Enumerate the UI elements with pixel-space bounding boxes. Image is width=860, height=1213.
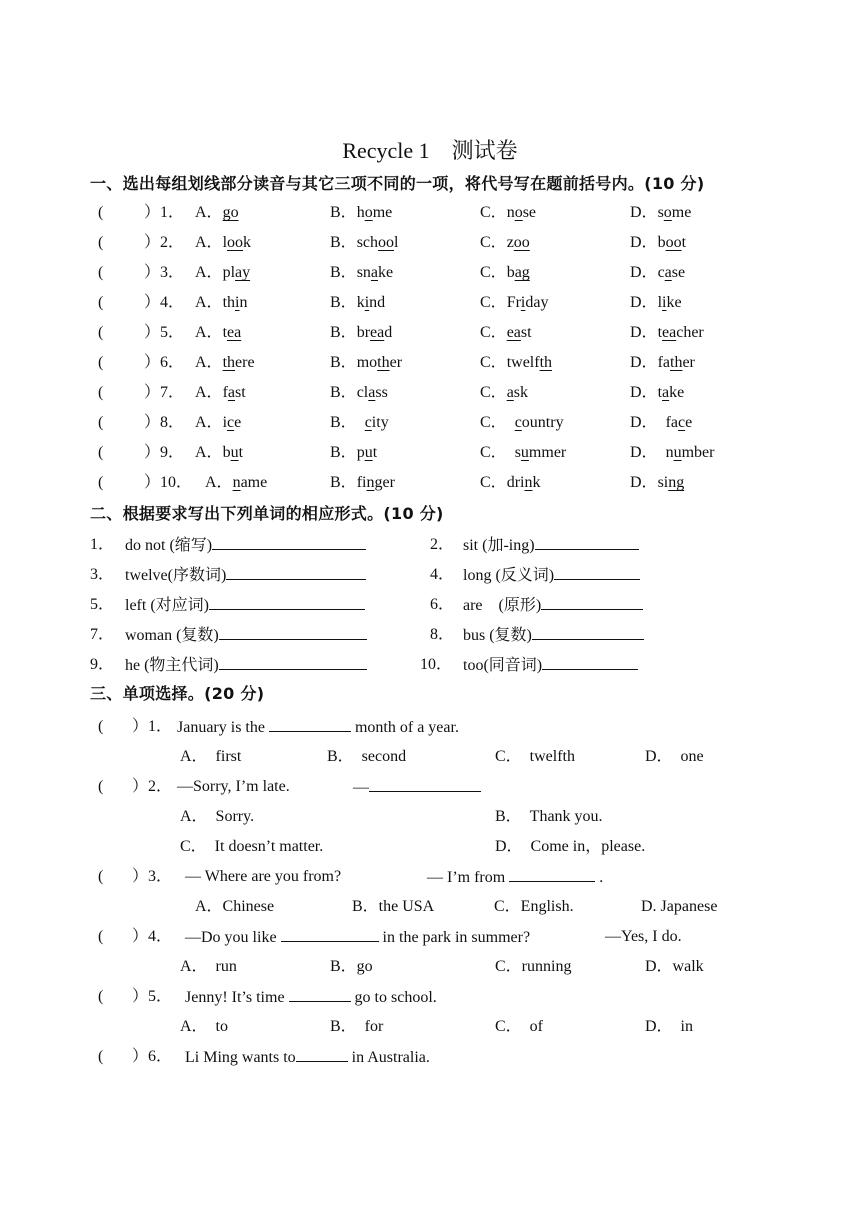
option-a[interactable]: A．look [195, 234, 252, 251]
question-number: ）6． [132, 1048, 173, 1065]
options-row [0, 745, 860, 769]
question-number: ）4． [132, 928, 173, 945]
option-c[interactable]: C．Friday [480, 294, 549, 311]
answer-paren[interactable]: ( [98, 868, 104, 885]
word-prompt: twelve(序数词) [125, 563, 366, 588]
item-number: 8． [430, 626, 455, 643]
option-b[interactable]: B． for [330, 1018, 384, 1035]
answer-paren[interactable]: ( [98, 474, 104, 491]
option-c[interactable]: C． country [480, 414, 564, 431]
option-b[interactable]: B．kind [330, 294, 386, 311]
reply-text: — [353, 775, 481, 800]
options-row [0, 1015, 860, 1039]
option-d[interactable]: D．some [630, 204, 692, 221]
word-prompt: woman (复数) [125, 623, 367, 648]
reply-text: —Yes, I do. [605, 928, 682, 945]
option-c[interactable]: C．English. [494, 898, 574, 915]
answer-blank[interactable] [219, 623, 367, 640]
answer-paren[interactable]: ( [98, 294, 104, 311]
option-a[interactable]: A． first [180, 748, 242, 765]
option-c[interactable]: C．zoo [480, 234, 530, 251]
item-number: ）9． [144, 444, 185, 461]
phonics-item [0, 381, 860, 405]
answer-paren[interactable]: ( [98, 1048, 104, 1065]
option-c[interactable]: C．running [495, 958, 572, 975]
option-c[interactable]: C．ask [480, 384, 529, 401]
item-number: ）5． [144, 324, 185, 341]
option-d[interactable]: D．teacher [630, 324, 704, 341]
answer-blank[interactable] [269, 715, 351, 732]
item-number: 1． [90, 536, 115, 553]
word-prompt: too(同音词) [463, 653, 638, 678]
option-b[interactable]: B．put [330, 444, 378, 461]
option-d[interactable]: D．case [630, 264, 686, 281]
answer-blank[interactable] [554, 563, 640, 580]
word-prompt: long (反义词) [463, 563, 640, 588]
word-form-row [0, 533, 860, 557]
question-text: —Do you like in the park in summer? [185, 925, 530, 950]
option-c[interactable]: C． It doesn’t matter. [180, 838, 324, 855]
item-number: ）3． [144, 264, 185, 281]
option-a[interactable]: A．ice [195, 414, 242, 431]
option-a[interactable]: A． run [180, 958, 237, 975]
word-prompt: he (物主代词) [125, 653, 367, 678]
phonics-item [0, 411, 860, 435]
phonics-item [0, 471, 860, 495]
answer-blank[interactable] [296, 1045, 348, 1062]
word-form-row [0, 563, 860, 587]
options-row [0, 955, 860, 979]
option-a[interactable]: A． Sorry. [180, 808, 255, 825]
option-c[interactable]: C．twelfth [480, 354, 553, 371]
question-number: ）2． [132, 778, 173, 795]
question-3 [0, 865, 860, 889]
answer-blank[interactable] [542, 653, 638, 670]
option-b[interactable]: B．bread [330, 324, 393, 341]
word-form-row [0, 623, 860, 647]
option-b[interactable]: B．finger [330, 474, 395, 491]
option-a[interactable]: A．Chinese [195, 898, 275, 915]
answer-blank[interactable] [541, 593, 643, 610]
answer-blank[interactable] [369, 775, 481, 792]
answer-blank[interactable] [509, 865, 595, 882]
section3-heading: 三、单项选择。(20 分) [90, 684, 265, 703]
option-b[interactable]: B．home [330, 204, 393, 221]
item-number: ）1． [144, 204, 185, 221]
word-prompt: do not (缩写) [125, 533, 366, 558]
option-c[interactable]: C． summer [480, 444, 567, 461]
answer-paren[interactable]: ( [98, 264, 104, 281]
answer-blank[interactable] [226, 563, 366, 580]
option-b[interactable]: B．snake [330, 264, 394, 281]
option-a[interactable]: A．name [205, 474, 268, 491]
phonics-item [0, 261, 860, 285]
option-c[interactable]: C． twelfth [495, 748, 575, 765]
option-a[interactable]: A．fast [195, 384, 246, 401]
option-d[interactable]: D．like [630, 294, 682, 311]
section2-heading: 二、根据要求写出下列单词的相应形式。(10 分) [90, 504, 444, 523]
option-a[interactable]: A．there [195, 354, 255, 371]
answer-paren[interactable]: ( [98, 444, 104, 461]
answer-paren[interactable]: ( [98, 324, 104, 341]
question-6 [0, 1045, 860, 1069]
option-d[interactable]: D．father [630, 354, 695, 371]
option-c[interactable]: C． of [495, 1018, 544, 1035]
answer-paren[interactable]: ( [98, 988, 104, 1005]
option-b[interactable]: B． second [327, 748, 407, 765]
word-prompt: are (原形) [463, 593, 643, 618]
question-number: ）1． [132, 718, 173, 735]
option-a[interactable]: A．but [195, 444, 244, 461]
option-d[interactable]: D． face [630, 414, 693, 431]
option-b[interactable]: B．school [330, 234, 399, 251]
option-d[interactable]: D．sing [630, 474, 685, 491]
item-number: 9． [90, 656, 115, 673]
options-row [0, 835, 860, 859]
answer-paren[interactable]: ( [98, 234, 104, 251]
item-number: 4． [430, 566, 455, 583]
option-a[interactable]: A．go [195, 204, 239, 221]
word-prompt: bus (复数) [463, 623, 644, 648]
option-b[interactable]: B．class [330, 384, 388, 401]
word-form-row [0, 593, 860, 617]
phonics-item [0, 201, 860, 225]
question-text: —Sorry, I’m late. [177, 778, 290, 795]
option-d[interactable]: D． number [630, 444, 715, 461]
question-2 [0, 775, 860, 799]
item-number: 3． [90, 566, 115, 583]
option-a[interactable]: A．thin [195, 294, 248, 311]
option-c[interactable]: C．drink [480, 474, 541, 491]
phonics-item [0, 291, 860, 315]
option-c[interactable]: C．bag [480, 264, 530, 281]
question-number: ）3． [132, 868, 173, 885]
item-number: 2． [430, 536, 455, 553]
phonics-item [0, 351, 860, 375]
item-number: ）2． [144, 234, 185, 251]
answer-blank[interactable] [535, 533, 639, 550]
word-form-row [0, 653, 860, 677]
options-row [0, 805, 860, 829]
question-4 [0, 925, 860, 949]
question-number: ）5． [132, 988, 173, 1005]
phonics-item [0, 441, 860, 465]
answer-paren[interactable]: ( [98, 928, 104, 945]
answer-paren[interactable]: ( [98, 718, 104, 735]
question-1 [0, 715, 860, 739]
answer-paren[interactable]: ( [98, 778, 104, 795]
option-a[interactable]: A．play [195, 264, 251, 281]
question-5 [0, 985, 860, 1009]
item-number: ）4． [144, 294, 185, 311]
option-d[interactable]: D． Come in，please. [495, 838, 646, 855]
answer-blank[interactable] [219, 653, 367, 670]
item-number: 6． [430, 596, 455, 613]
phonics-item [0, 231, 860, 255]
question-text: — Where are you from? [185, 868, 342, 885]
option-d[interactable]: D．walk [645, 958, 704, 975]
option-a[interactable]: A．tea [195, 324, 242, 341]
item-number: ）8． [144, 414, 185, 431]
question-text: Jenny! It’s time go to school. [185, 985, 437, 1010]
option-b[interactable]: B． Thank you. [495, 808, 603, 825]
question-text: Li Ming wants to in Australia. [185, 1045, 430, 1070]
section1-heading: 一、选出每组划线部分读音与其它三项不同的一项，将代号写在题前括号内。(10 分) [90, 174, 705, 193]
word-prompt: sit (加-ing) [463, 533, 639, 558]
option-d[interactable]: D．take [630, 384, 685, 401]
option-a[interactable]: A． to [180, 1018, 229, 1035]
option-b[interactable]: B．mother [330, 354, 403, 371]
option-c[interactable]: C．nose [480, 204, 537, 221]
option-b[interactable]: B．the USA [352, 898, 435, 915]
option-c[interactable]: C．east [480, 324, 532, 341]
answer-blank[interactable] [289, 985, 351, 1002]
page-title: Recycle 1 测试卷 [342, 138, 518, 163]
answer-paren[interactable]: ( [98, 354, 104, 371]
option-d[interactable]: D． one [645, 748, 704, 765]
item-number: ）10． [144, 474, 193, 491]
answer-blank[interactable] [281, 925, 379, 942]
answer-paren[interactable]: ( [98, 204, 104, 221]
item-number: 5． [90, 596, 115, 613]
reply-text: — I’m from . [427, 865, 603, 890]
phonics-item [0, 321, 860, 345]
option-d[interactable]: D．boot [630, 234, 687, 251]
word-prompt: left (对应词) [125, 593, 365, 618]
answer-paren[interactable]: ( [98, 384, 104, 401]
question-text: January is the month of a year. [177, 715, 459, 740]
option-d[interactable]: D. Japanese [641, 898, 718, 915]
item-number: ）6． [144, 354, 185, 371]
item-number: 10． [420, 656, 453, 673]
answer-paren[interactable]: ( [98, 414, 104, 431]
option-b[interactable]: B． city [330, 414, 389, 431]
option-b[interactable]: B．go [330, 958, 373, 975]
answer-blank[interactable] [209, 593, 365, 610]
answer-blank[interactable] [532, 623, 644, 640]
answer-blank[interactable] [212, 533, 366, 550]
item-number: 7． [90, 626, 115, 643]
option-d[interactable]: D． in [645, 1018, 694, 1035]
options-row [0, 895, 860, 919]
item-number: ）7． [144, 384, 185, 401]
